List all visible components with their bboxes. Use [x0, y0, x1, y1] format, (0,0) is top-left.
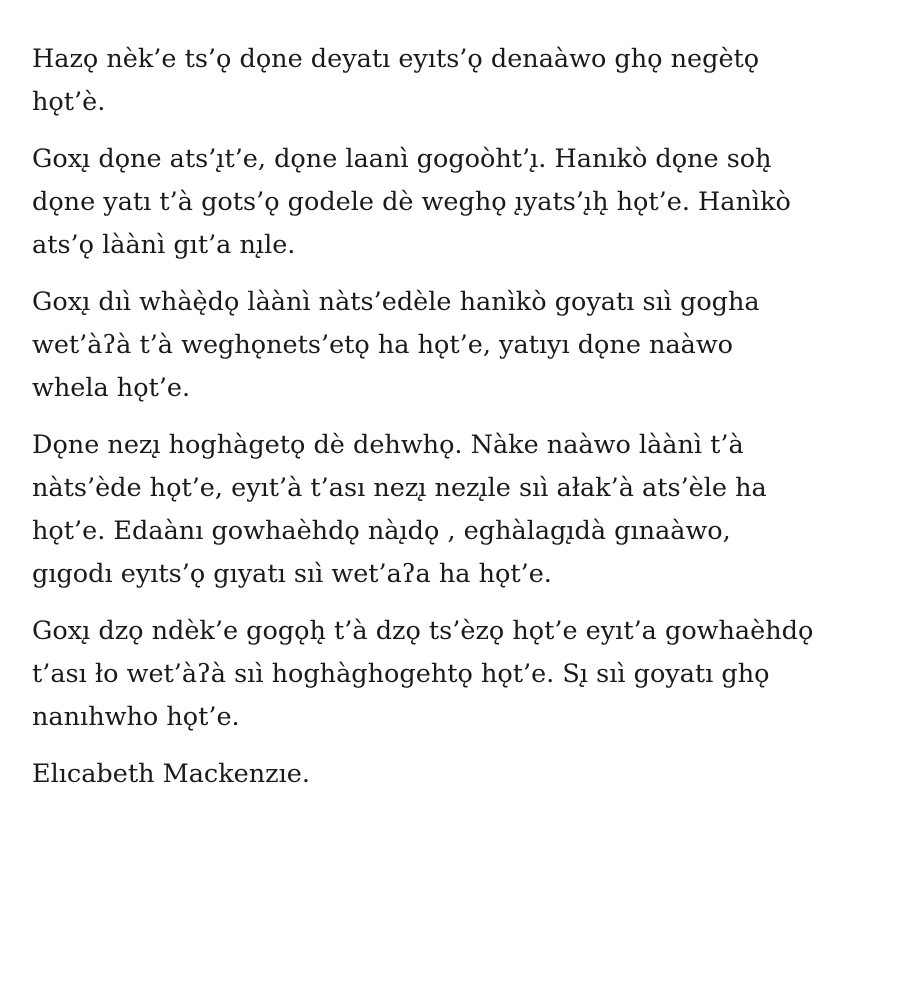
text-line: Goxı̨ dzǫ ndèk’e gogǫh̨ t’à dzǫ ts’èzǫ hǫt’e eyıt’a gowhaèhdǫ: [32, 616, 814, 646]
text-line: dǫne yatı t’à gots’ǫ godele dè weghǫ ı̨yats’ı̨h̨ hǫt’e. Hanìkò: [32, 187, 791, 217]
paragraph-1: [32, 38, 892, 124]
paragraph-3: [32, 281, 892, 410]
text-line: hǫt’è.: [32, 87, 106, 117]
text-line: ats’ǫ làànì gıt’a nı̨le.: [32, 230, 296, 260]
text-line: wet’àʔà t’à weghǫnets’etǫ ha hǫt’e, yatıyı dǫne naàwo: [32, 330, 734, 360]
text-line: hǫt’e. Edaànı gowhaèhdǫ nàı̨dǫ , eghàlagı̨dà gınaàwo,: [32, 516, 731, 546]
text-line: gıgodı eyıts’ǫ gıyatı sıì wet’aʔa ha hǫt’e.: [32, 559, 552, 589]
paragraph-2: [32, 138, 892, 267]
text-line: nanıhwho hǫt’e.: [32, 702, 240, 732]
paragraph-5: [32, 610, 892, 739]
paragraph-4: [32, 424, 892, 596]
document-body: [32, 38, 892, 810]
text-line: Hazǫ nèk’e ts’ǫ dǫne deyatı eyıts’ǫ denaàwo ghǫ negètǫ: [32, 44, 760, 74]
text-line: nàts’ède hǫt’e, eyıt’à t’ası nezı̨ nezı̨le sıì ałak’à ats’èle ha: [32, 473, 767, 503]
author-signature: [32, 753, 892, 796]
text-line: Goxı̨ dıì whàę̀dǫ làànì nàts’edèle hanìkò goyatı sıì gogha: [32, 287, 760, 317]
author-name: Elıcabeth Mackenzıe.: [32, 759, 310, 789]
text-line: Goxı̨ dǫne ats’ı̨t’e, dǫne laanì gogoòht’ı̨. Hanıkò dǫne soh̨: [32, 144, 772, 174]
text-line: whela hǫt’e.: [32, 373, 191, 403]
text-line: Dǫne nezı̨ hoghàgetǫ dè dehwhǫ. Nàke naàwo làànì t’à: [32, 430, 744, 460]
text-line: t’ası ło wet’àʔà sıì hoghàghogehtǫ hǫt’e. Sı̨ sıì goyatı ghǫ: [32, 659, 770, 689]
